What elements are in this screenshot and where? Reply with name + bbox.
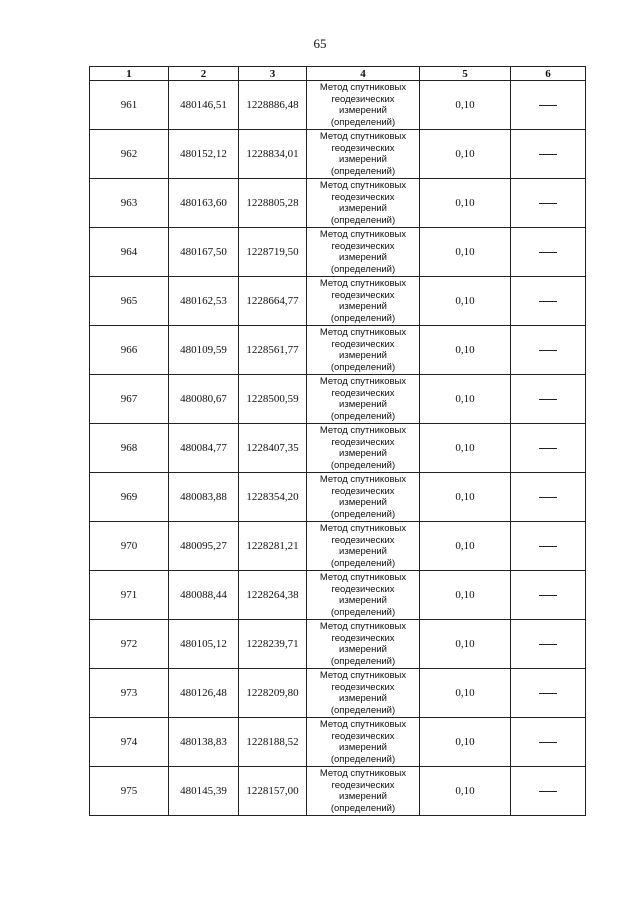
method-line: геодезических [331,681,395,693]
accuracy-cell: 0,10 [420,228,511,277]
method-cell [307,277,420,326]
header-col-2: 2 [169,67,239,81]
method-cell [307,522,420,571]
method-line: измерений [339,448,387,459]
note-cell [511,326,586,375]
y-coordinate-cell: 1228188,52 [239,718,307,767]
method-line: (определений) [330,165,396,177]
method-line: измерений [339,595,387,606]
header-col-5: 5 [420,67,511,81]
table-row [90,571,586,620]
point-number-cell: 967 [90,375,169,424]
method-line: измерений [339,399,387,410]
method-line: (определений) [330,312,396,324]
point-number-cell: 966 [90,326,169,375]
y-coordinate-cell: 1228805,28 [239,179,307,228]
method-line: (определений) [330,606,396,618]
point-number-cell: 965 [90,277,169,326]
method-line: геодезических [331,730,395,742]
method-cell [307,326,420,375]
page-number: 65 [313,36,327,51]
accuracy-cell: 0,10 [420,473,511,522]
y-coordinate-cell: 1228561,77 [239,326,307,375]
method-line: измерений [339,105,387,116]
method-line: (определений) [330,753,396,765]
method-line: геодезических [331,632,395,644]
accuracy-cell: 0,10 [420,179,511,228]
x-coordinate-cell: 480152,12 [169,130,239,179]
method-line: измерений [339,497,387,508]
x-coordinate-cell: 480146,51 [169,81,239,130]
point-number-cell: 969 [90,473,169,522]
y-coordinate-cell: 1228281,21 [239,522,307,571]
note-cell [511,228,586,277]
y-coordinate-cell: 1228264,38 [239,571,307,620]
table-row [90,718,586,767]
method-line: Метод спутниковых [319,572,407,583]
method-line: геодезических [331,289,395,301]
y-coordinate-cell: 1228157,00 [239,767,307,816]
table-row [90,522,586,571]
y-coordinate-cell: 1228354,20 [239,473,307,522]
table-row [90,669,586,718]
y-coordinate-cell: 1228407,35 [239,424,307,473]
method-cell [307,81,420,130]
table-row [90,277,586,326]
accuracy-cell: 0,10 [420,522,511,571]
table-row [90,424,586,473]
method-cell [307,130,420,179]
method-line: (определений) [330,655,396,667]
header-row [90,67,586,81]
x-coordinate-cell: 480167,50 [169,228,239,277]
dash-mark [539,399,557,400]
y-coordinate-cell: 1228209,80 [239,669,307,718]
x-coordinate-cell: 480162,53 [169,277,239,326]
method-cell [307,669,420,718]
method-line: измерений [339,693,387,704]
accuracy-cell: 0,10 [420,375,511,424]
accuracy-cell: 0,10 [420,669,511,718]
method-cell [307,228,420,277]
y-coordinate-cell: 1228239,71 [239,620,307,669]
method-line: (определений) [330,116,396,128]
dash-mark [539,497,557,498]
accuracy-cell: 0,10 [420,718,511,767]
method-line: геодезических [331,387,395,399]
header-col-3: 3 [239,67,307,81]
x-coordinate-cell: 480105,12 [169,620,239,669]
note-cell [511,571,586,620]
method-line: геодезических [331,93,395,105]
note-cell [511,277,586,326]
method-line: Метод спутниковых [319,327,407,338]
x-coordinate-cell: 480088,44 [169,571,239,620]
method-line: измерений [339,546,387,557]
method-line: геодезических [331,191,395,203]
method-line: Метод спутниковых [319,621,407,632]
method-line: геодезических [331,240,395,252]
dash-mark [539,546,557,547]
method-line: Метод спутниковых [319,180,407,191]
method-line: (определений) [330,704,396,716]
dash-mark [539,301,557,302]
method-cell [307,424,420,473]
dash-mark [539,154,557,155]
point-number-cell: 974 [90,718,169,767]
point-number-cell: 975 [90,767,169,816]
method-line: измерений [339,644,387,655]
note-cell [511,669,586,718]
y-coordinate-cell: 1228834,01 [239,130,307,179]
method-line: (определений) [330,802,396,814]
method-line: геодезических [331,779,395,791]
x-coordinate-cell: 480138,83 [169,718,239,767]
method-line: Метод спутниковых [319,131,407,142]
dash-mark [539,693,557,694]
accuracy-cell: 0,10 [420,620,511,669]
method-line: Метод спутниковых [319,523,407,534]
table-row [90,767,586,816]
point-number-cell: 973 [90,669,169,718]
method-line: (определений) [330,214,396,226]
point-number-cell: 971 [90,571,169,620]
point-number-cell: 964 [90,228,169,277]
dash-mark [539,350,557,351]
dash-mark [539,203,557,204]
dash-mark [539,252,557,253]
method-line: Метод спутниковых [319,474,407,485]
dash-mark [539,644,557,645]
note-cell [511,473,586,522]
accuracy-cell: 0,10 [420,767,511,816]
table-row [90,228,586,277]
method-line: геодезических [331,583,395,595]
note-cell [511,81,586,130]
method-line: (определений) [330,410,396,422]
method-line: Метод спутниковых [319,278,407,289]
table-row [90,326,586,375]
method-line: измерений [339,742,387,753]
x-coordinate-cell: 480145,39 [169,767,239,816]
method-line: геодезических [331,142,395,154]
coordinates-table [89,66,586,816]
dash-mark [539,791,557,792]
table-row [90,473,586,522]
method-line: геодезических [331,338,395,350]
header-col-6: 6 [511,67,586,81]
point-number-cell: 968 [90,424,169,473]
dash-mark [539,595,557,596]
method-line: Метод спутниковых [319,670,407,681]
y-coordinate-cell: 1228719,50 [239,228,307,277]
point-number-cell: 962 [90,130,169,179]
y-coordinate-cell: 1228886,48 [239,81,307,130]
point-number-cell: 963 [90,179,169,228]
table-row [90,179,586,228]
method-line: геодезических [331,485,395,497]
method-line: геодезических [331,436,395,448]
note-cell [511,424,586,473]
table-row [90,81,586,130]
x-coordinate-cell: 480080,67 [169,375,239,424]
method-line: (определений) [330,557,396,569]
method-line: Метод спутниковых [319,376,407,387]
method-line: (определений) [330,263,396,275]
method-line: измерений [339,203,387,214]
method-line: Метод спутниковых [319,719,407,730]
method-line: Метод спутниковых [319,425,407,436]
method-line: (определений) [330,508,396,520]
note-cell [511,767,586,816]
accuracy-cell: 0,10 [420,326,511,375]
method-cell [307,620,420,669]
table-row [90,375,586,424]
method-line: измерений [339,252,387,263]
method-cell [307,571,420,620]
y-coordinate-cell: 1228664,77 [239,277,307,326]
method-line: Метод спутниковых [319,229,407,240]
method-cell [307,718,420,767]
method-line: измерений [339,154,387,165]
accuracy-cell: 0,10 [420,424,511,473]
method-line: Метод спутниковых [319,82,407,93]
dash-mark [539,105,557,106]
method-line: (определений) [330,459,396,471]
header-col-4: 4 [307,67,420,81]
point-number-cell: 970 [90,522,169,571]
point-number-cell: 972 [90,620,169,669]
note-cell [511,718,586,767]
method-line: Метод спутниковых [319,768,407,779]
table-row [90,130,586,179]
accuracy-cell: 0,10 [420,81,511,130]
x-coordinate-cell: 480084,77 [169,424,239,473]
header-col-1: 1 [90,67,169,81]
y-coordinate-cell: 1228500,59 [239,375,307,424]
method-line: измерений [339,350,387,361]
x-coordinate-cell: 480083,88 [169,473,239,522]
x-coordinate-cell: 480095,27 [169,522,239,571]
note-cell [511,375,586,424]
method-cell [307,375,420,424]
dash-mark [539,448,557,449]
method-cell [307,179,420,228]
accuracy-cell: 0,10 [420,130,511,179]
method-line: измерений [339,301,387,312]
dash-mark [539,742,557,743]
note-cell [511,130,586,179]
method-cell [307,767,420,816]
x-coordinate-cell: 480109,59 [169,326,239,375]
note-cell [511,522,586,571]
method-line: измерений [339,791,387,802]
method-line: геодезических [331,534,395,546]
note-cell [511,620,586,669]
method-line: (определений) [330,361,396,373]
method-cell [307,473,420,522]
table-row [90,620,586,669]
note-cell [511,179,586,228]
accuracy-cell: 0,10 [420,277,511,326]
accuracy-cell: 0,10 [420,571,511,620]
point-number-cell: 961 [90,81,169,130]
x-coordinate-cell: 480126,48 [169,669,239,718]
x-coordinate-cell: 480163,60 [169,179,239,228]
